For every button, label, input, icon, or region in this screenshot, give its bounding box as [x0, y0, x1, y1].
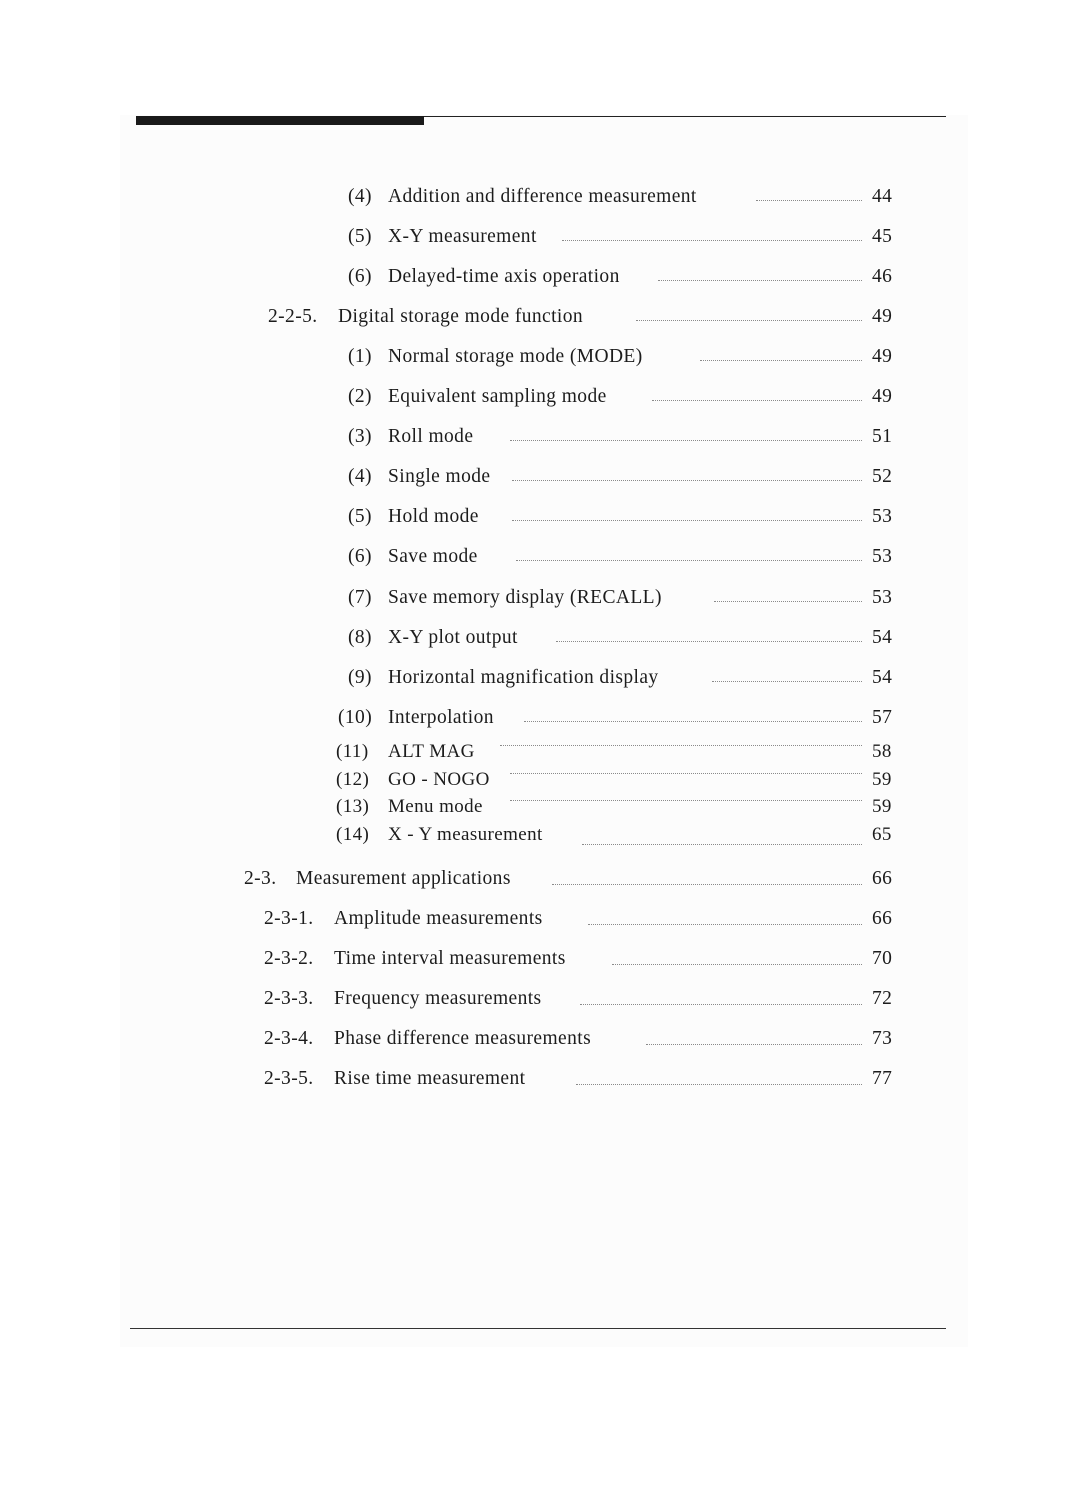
dot-leader [524, 721, 862, 722]
toc-entry-page: 53 [872, 506, 893, 527]
toc-entry [0, 703, 1090, 733]
toc-entry-title: Time interval measurements [334, 948, 566, 969]
toc-entry-number: (1) [348, 346, 372, 367]
toc-entry-number: (6) [348, 266, 372, 287]
toc-entry [0, 904, 1090, 934]
toc-entry-number: (10) [338, 707, 373, 728]
toc-entry-page: 59 [872, 796, 892, 817]
dot-leader [580, 1004, 862, 1005]
toc-entry [0, 623, 1090, 653]
toc-entry-page: 57 [872, 707, 893, 728]
toc-entry-number: (5) [348, 226, 372, 247]
dot-leader [582, 844, 862, 845]
dot-leader [510, 773, 862, 774]
toc-entry-title: Interpolation [388, 707, 494, 728]
toc-entry-number: (5) [348, 506, 372, 527]
dot-leader [612, 964, 862, 965]
toc-entry [0, 792, 1090, 822]
toc-entry-page: 51 [872, 426, 893, 447]
toc-entry-page: 66 [872, 868, 893, 889]
toc-entry-number: (3) [348, 426, 372, 447]
dot-leader [556, 641, 862, 642]
toc-entry [0, 262, 1090, 292]
dot-leader [512, 520, 862, 521]
toc-entry-page: 44 [872, 186, 893, 207]
toc-entry-number: (7) [348, 587, 372, 608]
toc-entry-title: Hold mode [388, 506, 479, 527]
toc-entry-number: 2-3-3. [264, 988, 314, 1009]
toc-entry-title: Delayed-time axis operation [388, 266, 620, 287]
toc-entry-page: 65 [872, 824, 892, 845]
toc-entry [0, 1064, 1090, 1094]
dot-leader [552, 884, 862, 885]
toc-entry [0, 182, 1090, 212]
toc-entry-title: Measurement applications [296, 868, 511, 889]
toc-entry-number: 2-3-5. [264, 1068, 314, 1089]
toc-entry-number: (4) [348, 466, 372, 487]
toc-entry-number: 2-3-1. [264, 908, 314, 929]
toc-entry-title: Roll mode [388, 426, 474, 447]
dot-leader [562, 240, 862, 241]
toc-entry-title: Rise time measurement [334, 1068, 526, 1089]
toc-entry-number: (2) [348, 386, 372, 407]
dot-leader [636, 320, 862, 321]
toc-entry-page: 66 [872, 908, 893, 929]
toc-entry-title: ALT MAG [388, 741, 475, 762]
toc-entry-title: Save mode [388, 546, 478, 567]
toc-entry-number: 2-3-2. [264, 948, 314, 969]
toc-entry-title: Digital storage mode function [338, 306, 583, 327]
toc-entry [0, 502, 1090, 532]
toc-entry-title: Amplitude measurements [334, 908, 543, 929]
toc-entry-title: Single mode [388, 466, 491, 487]
toc-entry-number: (14) [336, 824, 370, 845]
dot-leader [510, 440, 862, 441]
toc-entry-number: (11) [336, 741, 369, 762]
toc-entry-page: 49 [872, 346, 893, 367]
toc-entry [0, 864, 1090, 894]
dot-leader [588, 924, 862, 925]
toc-entry-page: 49 [872, 386, 893, 407]
toc-entry [0, 944, 1090, 974]
toc-entry-page: 45 [872, 226, 893, 247]
toc-entry-page: 53 [872, 587, 893, 608]
toc-entry-page: 49 [872, 306, 893, 327]
toc-entry [0, 542, 1090, 572]
toc-entry-page: 77 [872, 1068, 893, 1089]
toc-entry-title: X-Y plot output [388, 627, 518, 648]
dot-leader [646, 1044, 862, 1045]
toc-entry [0, 342, 1090, 372]
toc-entry-number: 2-3-4. [264, 1028, 314, 1049]
toc-entry [0, 820, 1090, 850]
toc-entry-page: 70 [872, 948, 893, 969]
toc-entry-title: Equivalent sampling mode [388, 386, 607, 407]
toc-entry-number: 2-3. [244, 868, 277, 889]
toc-entry-page: 72 [872, 988, 893, 1009]
toc-entry [0, 462, 1090, 492]
toc-entry-title: Normal storage mode (MODE) [388, 346, 643, 367]
dot-leader [500, 745, 862, 746]
toc-entry-number: (6) [348, 546, 372, 567]
toc-entry [0, 583, 1090, 613]
dot-leader [756, 200, 862, 201]
toc-entry-number: (13) [336, 796, 370, 817]
toc-entry-title: Menu mode [388, 796, 483, 817]
toc-entry-title: X-Y measurement [388, 226, 537, 247]
toc-entry-page: 52 [872, 466, 893, 487]
toc-entry-number: (8) [348, 627, 372, 648]
toc-entry [0, 222, 1090, 252]
toc-entry [0, 302, 1090, 332]
toc-entry-number: (12) [336, 769, 370, 790]
toc-entry-page: 54 [872, 627, 893, 648]
toc-entry-page: 73 [872, 1028, 893, 1049]
toc-entry-title: GO - NOGO [388, 769, 490, 790]
toc-entry-page: 46 [872, 266, 893, 287]
toc-entry [0, 422, 1090, 452]
toc-entry-number: 2-2-5. [268, 306, 318, 327]
toc-entry [0, 1024, 1090, 1054]
toc-entry-number: (9) [348, 667, 372, 688]
dot-leader [714, 601, 862, 602]
toc-entry-page: 59 [872, 769, 892, 790]
toc-entry-title: Save memory display (RECALL) [388, 587, 662, 608]
dot-leader [658, 280, 862, 281]
dot-leader [700, 360, 862, 361]
toc-entry-title: Frequency measurements [334, 988, 542, 1009]
dot-leader [512, 480, 862, 481]
toc-entry-page: 58 [872, 741, 892, 762]
toc-entry-page: 53 [872, 546, 893, 567]
toc-entry [0, 382, 1090, 412]
dot-leader [712, 681, 862, 682]
toc-entry [0, 984, 1090, 1014]
toc-entry [0, 663, 1090, 693]
toc-entry-title: X - Y measurement [388, 824, 543, 845]
toc-entry-title: Addition and difference measurement [388, 186, 697, 207]
toc-entry [0, 737, 1090, 767]
dot-leader [516, 560, 862, 561]
toc-entry [0, 765, 1090, 795]
dot-leader [576, 1084, 862, 1085]
dot-leader [652, 400, 862, 401]
toc-entry-title: Horizontal magnification display [388, 667, 659, 688]
toc-entry-page: 54 [872, 667, 893, 688]
toc-entry-number: (4) [348, 186, 372, 207]
dot-leader [510, 800, 862, 801]
toc-entry-title: Phase difference measurements [334, 1028, 592, 1049]
